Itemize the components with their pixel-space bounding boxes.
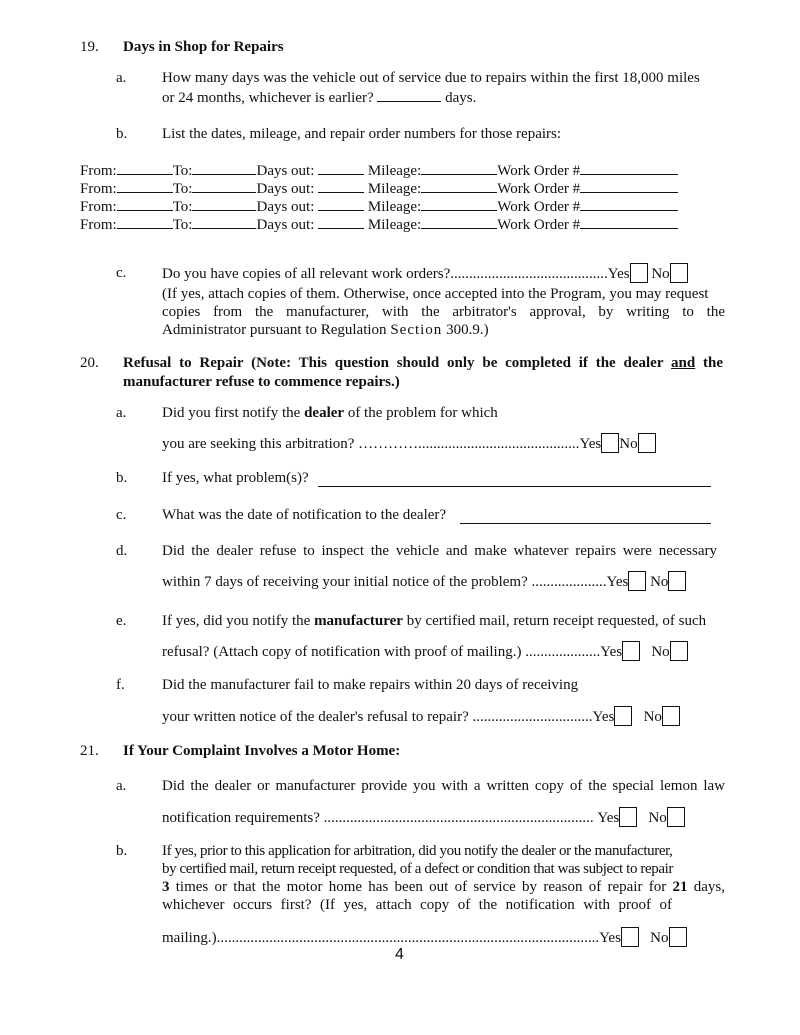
q20-number: 20. (80, 355, 99, 371)
work-order-field[interactable] (580, 180, 678, 193)
from-label: From: (80, 181, 117, 197)
work-order-field[interactable] (580, 162, 678, 175)
q20e-question: refusal? (Attach copy of notification with proof of mailing.) .................... (162, 644, 601, 660)
repair-row-2 (80, 180, 678, 198)
q19c-question: Do you have copies of all relevant work orders?.......................................... (162, 266, 608, 282)
q19-number: 19. (80, 39, 99, 55)
q21b-bold-21: 21 (672, 879, 688, 895)
q20e-no-checkbox[interactable] (670, 641, 688, 661)
q21b-line3-post: days, (687, 879, 725, 895)
to-label: To: (172, 217, 193, 233)
from-field[interactable] (117, 162, 173, 175)
q20d-line2 (162, 571, 686, 591)
work-order-field[interactable] (580, 216, 678, 229)
q19c-question-line (162, 263, 688, 283)
q19a-line2-pre: or 24 months, whichever is earlier? (162, 90, 374, 106)
q19c-note-section-word: Section (390, 322, 443, 338)
from-label: From: (80, 199, 117, 215)
work-order-label: Work Order # (497, 181, 581, 197)
q19c-letter: c. (116, 265, 127, 281)
work-order-label: Work Order # (497, 199, 581, 215)
work-order-label: Work Order # (497, 163, 581, 179)
q21-number: 21. (80, 743, 99, 759)
q20a-line1-pre: Did you first notify the (162, 405, 305, 421)
yes-label: Yes (599, 930, 621, 946)
days-out-field[interactable] (318, 216, 364, 229)
q20d-letter: d. (116, 543, 128, 559)
q21a-no-checkbox[interactable] (667, 807, 685, 827)
from-label: From: (80, 217, 117, 233)
q20a-bold-dealer: dealer (304, 405, 345, 421)
work-order-field[interactable] (580, 198, 678, 211)
no-label: No (650, 574, 669, 590)
q21b-line5 (162, 927, 687, 947)
q19a-line2 (162, 89, 476, 107)
from-field[interactable] (117, 216, 173, 229)
q21b-bold-3: 3 (162, 879, 170, 895)
q21b-line4: whichever occurs first? (If yes, attach copy of the notification with proof of (162, 897, 672, 913)
from-label: From: (80, 163, 117, 179)
mileage-field[interactable] (421, 162, 497, 175)
yes-label: Yes (579, 436, 602, 452)
q20c-date-field[interactable] (460, 523, 711, 524)
q21a-line2 (162, 807, 685, 827)
q20f-line1: Did the manufacturer fail to make repairs within 20 days of receiving (162, 677, 579, 693)
q21b-line3 (162, 879, 725, 896)
q19c-note-line2: copies from the manufacturer, with the arbitrator's approval, by writing to the (162, 304, 725, 320)
q19c-yes-checkbox[interactable] (630, 263, 648, 283)
q20e-letter: e. (116, 613, 127, 629)
q20f-question: your written notice of the dealer's refusal to repair? ................................ (162, 709, 593, 725)
q20-title-pre: Refusal to Repair (Note: This question should only be completed if the dealer (123, 355, 672, 371)
to-label: To: (172, 181, 193, 197)
yes-label: Yes (597, 810, 620, 826)
days-out-total-field[interactable] (377, 89, 441, 102)
q20b-text: If yes, what problem(s)? (162, 470, 309, 486)
q20a-line2 (162, 433, 656, 453)
to-field[interactable] (192, 162, 256, 175)
q20d-no-checkbox[interactable] (668, 571, 686, 591)
yes-label: Yes (606, 574, 629, 590)
from-field[interactable] (117, 180, 173, 193)
q19c-note-line1: (If yes, attach copies of them. Otherwise, once accepted into the Program, you may request (162, 286, 709, 302)
q20e-yes-checkbox[interactable] (622, 641, 640, 661)
yes-label: Yes (600, 644, 623, 660)
q20a-letter: a. (116, 405, 127, 421)
q20d-line1: Did the dealer refuse to inspect the vehicle and make whatever repairs were necessary (162, 543, 717, 559)
mileage-field[interactable] (421, 216, 497, 229)
q21a-question: notification requirements? ........................................................................ (162, 810, 594, 826)
no-label: No (648, 810, 667, 826)
q20a-line1-post: of the problem for which (344, 405, 498, 421)
to-label: To: (172, 199, 193, 215)
mileage-label: Mileage: (367, 199, 422, 215)
days-out-field[interactable] (318, 198, 364, 211)
q21b-no-checkbox[interactable] (669, 927, 687, 947)
q19a-letter: a. (116, 70, 127, 86)
to-label: To: (172, 163, 193, 179)
q19b-text: List the dates, mileage, and repair order numbers for those repairs: (162, 126, 562, 142)
q21a-yes-checkbox[interactable] (619, 807, 637, 827)
days-out-label: Days out: (256, 181, 315, 197)
q20f-letter: f. (116, 677, 125, 693)
q20f-line2 (162, 706, 680, 726)
q20b-letter: b. (116, 470, 128, 486)
from-field[interactable] (117, 198, 173, 211)
q20e-line1 (162, 613, 706, 630)
q20a-yes-checkbox[interactable] (601, 433, 619, 453)
q21b-question: mailing.)...................................................................................................... (162, 930, 600, 946)
to-field[interactable] (192, 180, 256, 193)
q21b-letter: b. (116, 843, 128, 859)
mileage-label: Mileage: (367, 163, 422, 179)
q20a-question: you are seeking this arbitration? …………........................................... (162, 436, 580, 452)
days-out-field[interactable] (318, 180, 364, 193)
no-label: No (643, 709, 662, 725)
days-out-field[interactable] (318, 162, 364, 175)
q19c-note-line3-pre: Administrator pursuant to Regulation (162, 322, 391, 338)
q20f-yes-checkbox[interactable] (614, 706, 632, 726)
yes-label: Yes (592, 709, 615, 725)
q19c-no-checkbox[interactable] (670, 263, 688, 283)
mileage-label: Mileage: (367, 181, 422, 197)
q20c-text: What was the date of notification to the dealer? (162, 507, 447, 523)
q20e-line2 (162, 641, 688, 661)
no-label: No (619, 436, 638, 452)
days-out-label: Days out: (256, 163, 315, 179)
q20a-no-checkbox[interactable] (638, 433, 656, 453)
q19a-line1: How many days was the vehicle out of service due to repairs within the first 18,000 miles (162, 70, 700, 86)
to-field[interactable] (192, 198, 256, 211)
to-field[interactable] (192, 216, 256, 229)
q21b-line2: by certified mail, return receipt requested, of a defect or condition that was subject to repair (162, 861, 673, 877)
q20e-line1-post: by certified mail, return receipt requested, of such (402, 613, 707, 629)
q21b-line3-mid: times or that the motor home has been out of service by reason of repair for (169, 879, 673, 895)
q20-title-line1 (123, 355, 723, 372)
mileage-label: Mileage: (367, 217, 422, 233)
q19a-line2-post: days. (445, 90, 477, 106)
days-out-label: Days out: (256, 217, 315, 233)
no-label: No (650, 930, 669, 946)
q20a-line1 (162, 405, 498, 422)
q19-title: Days in Shop for Repairs (123, 39, 284, 55)
yes-label: Yes (607, 266, 630, 282)
repair-row-4 (80, 216, 678, 234)
q20-title-and: and (671, 355, 696, 371)
q20-title-line2: manufacturer refuse to commence repairs.) (123, 374, 400, 390)
q21a-line1: Did the dealer or manufacturer provide you with a written copy of the special lemon law (162, 778, 725, 794)
no-label: No (651, 266, 670, 282)
q20c-letter: c. (116, 507, 127, 523)
work-order-label: Work Order # (497, 217, 581, 233)
q20f-no-checkbox[interactable] (662, 706, 680, 726)
mileage-field[interactable] (421, 198, 497, 211)
q20d-yes-checkbox[interactable] (628, 571, 646, 591)
q21-title: If Your Complaint Involves a Motor Home: (123, 743, 401, 759)
q19c-note-line3 (162, 322, 489, 339)
repair-row-3 (80, 198, 678, 216)
q21a-letter: a. (116, 778, 127, 794)
q20-title-post: the (695, 355, 723, 371)
mileage-field[interactable] (421, 180, 497, 193)
page-number: 4 (395, 946, 404, 963)
q20e-line1-pre: If yes, did you notify the (162, 613, 315, 629)
q20b-problem-field[interactable] (318, 486, 711, 487)
q20e-bold-manufacturer: manufacturer (314, 613, 403, 629)
repair-row-1 (80, 162, 678, 180)
q19c-note-line3-post: 300.9.) (442, 322, 489, 338)
q21b-line1: If yes, prior to this application for arbitration, did you notify the dealer or the manufacturer, (162, 843, 673, 859)
q21b-yes-checkbox[interactable] (621, 927, 639, 947)
q20d-question: within 7 days of receiving your initial notice of the problem? .................... (162, 574, 607, 590)
days-out-label: Days out: (256, 199, 315, 215)
q19b-letter: b. (116, 126, 128, 142)
no-label: No (651, 644, 670, 660)
